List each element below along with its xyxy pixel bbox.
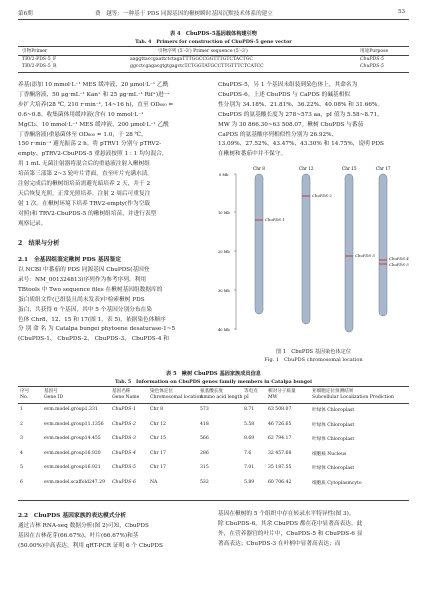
table5-bottom-rule — [18, 500, 409, 501]
left-paragraph-results: 以 NCBI 中番茄的 PDS 同源基因 CbuPDS(基因登 录号：NM_001324813)序列作为参考序列，利用 TBtools 中 Two sequence files 在楸树基因组数据库的 蛋白质组文件(已组装且尚未发表)中检索楸树 PDS 蛋白，共获得 6 个基因，其中 5 个基因分别分布在染 色体 Chr8、12、15 和 17(图 1，表 5)，依据染色体顺序 分 别 命 名 为 Catalpa bungei phytoene desaturase-1~5 (CbuPDS-1、 CbuPDS-2、 CbuPDS-3、 CbuPDS-4 和 — [18, 267, 176, 343]
scale-label: 0 Mb — [219, 173, 229, 177]
table5-cell: 62 794.17 — [268, 436, 292, 441]
table5-cell: 叶绿体 Chloroplast — [312, 422, 355, 428]
table5-header-en-2: Gene Name — [112, 395, 140, 400]
table5-cell: evm.model.group11.1356 — [44, 421, 104, 427]
header-rule — [18, 19, 409, 20]
gene-label-cbupds4: CbuPDS-4 — [389, 256, 409, 261]
chromosome-chr15 — [345, 174, 353, 332]
chromosome-chr12 — [302, 174, 310, 324]
table5-header-cn-0: 序号 — [20, 389, 30, 394]
table5-cell: 418 — [200, 421, 209, 427]
table5-cell: Chr 8 — [150, 407, 164, 412]
scale-label: 30 Mb — [218, 289, 230, 293]
header-page-number: 53 — [398, 9, 406, 15]
bottom-right-paragraph: 基因在楸树的 5 个组织中存在转录水平特异性(图 3)。 除 CbuPDS-6，其余 CbuPDS 都在花中显著高表达。此 外，在营养器官的叶片中，CbuPDS-5 和 CbuPDS-6 显 著高表达；CbuPDS-3 在叶柄中显著高表达；而 — [218, 511, 363, 547]
table5-cell: 60 706.42 — [268, 479, 292, 485]
chromosome-label-chr17: Chr 17 — [376, 166, 391, 171]
table5-cell: 细胞核 Nucleus — [312, 451, 347, 457]
table5-cell: 叶绿体 Chloroplast — [312, 437, 355, 442]
scale-label: 40 Mb — [218, 328, 230, 332]
chromosome-chr8 — [255, 174, 263, 314]
table5-cell: CbuPDS-5 — [112, 465, 136, 470]
table5-cell: evm.model.scaffold247.29 — [44, 479, 106, 485]
table5-header-en-4: Amino acid length — [200, 395, 243, 400]
table4-header-sequence: 引物序列 (5′–3′) Primer sequence (5′–3′) — [158, 49, 248, 54]
table5-cell: 573 — [200, 407, 209, 412]
table5-header-cn-7: 亚细胞定位预测结果 — [312, 389, 354, 394]
chromosome-label-chr12: Chr 12 — [299, 166, 314, 171]
left-paragraph-method: 养基(添加 10 mmol·L⁻¹ MES 缓冲液、20 μmol·L⁻¹ 乙酰 丁香酮溶液、50 μg·mL⁻¹ Kan⁺ 和 25 μg·mL⁻¹ Rif⁺)进一 步扩大培养(28 ℃, 210 r·min⁻¹, 14~16 h)，直至 OD₆₀₀ = 0.6~0.8。收集菌体用缓冲液(含有 10 mmol·L⁻¹ MgCl₂、10 mmol·L⁻¹ MES 缓冲液、200 μmol·L⁻¹ 乙酰 丁香酮溶液)重悬菌体至 OD₆₀₀ = 1.0，于 28 ℃、 150 r·min⁻¹ 避光振荡 2 h。将 pTRV1 分别与 pTRV2- empty、pTRV2-CbuPDS-5 重悬液按照 1 : 1 均匀混合， 用 1 mL 无菌注射器将混合后的重悬液注射入楸树组 培苗第三部第 2~3 轮叶片背面，直至叶片充满水渍。 注射完成后的楸树组培苗需避光暗培养 2 天，并于 2 天后恢复光照，正常光照培养。注射 2 周后可重复注 射 1 次。在楸树环境下培养 TRV2-empty(作为空载 对照)和 TRV2-CbuPDS-5 的楸树组培苗，并进行表型 观察记录。 — [18, 82, 174, 227]
table5-cell: 1 — [20, 407, 23, 412]
table5-caption-cn: 表 5 楸树 CbuPDS 基因家族成员信息 — [166, 371, 261, 377]
table5-mid-rule — [18, 403, 409, 404]
table4-bottom-rule — [18, 72, 409, 73]
table5-cell: 叶绿体 Chloroplast — [312, 408, 355, 413]
table5-caption-en: Tab. 5 Information on CbuPDS genes family members in Catalpa bungei — [115, 379, 312, 385]
table5-cell: evm.model.group16.921 — [44, 465, 101, 470]
table5-cell: CbuPDS-4 — [112, 450, 136, 456]
table5-header-cn-3: 染色体定位 — [150, 389, 173, 394]
table5-header-en-7: Subcellular Localization Prediction — [312, 395, 394, 400]
section-2-heading: 2 结果与分析 — [18, 240, 60, 247]
gene-label-cbupds2: CbuPDS-2 — [312, 193, 332, 198]
table4-caption-en: Tab. 4 Primers for construction of CbuPDS-5 gene vector — [135, 39, 292, 45]
right-paragraph: CbuPDS-5，另 1 个基因未组装到染色体上，其命名为 CbuPDS-6。上述 CbuPDS 与 CaPDS 的碱基相似 性分别为 34.18%、21.81%、36.22%、40.08% 和 31.66%。 CbuPDS 的氨基酸长度为 278~573 aa，pI 值为 5.58~8.71， MW 为 30 866.30~63 508.07。楸树 CbuPDS 与番茄 CaPDS 的氨基酸序列相似性分别为 26.92%、 13.09%、27.52%、43.47%、43.30% 和 14.75%，说明 PDS 在楸树和番茄中并不保守。 — [218, 82, 384, 158]
chromosome-map-svg — [218, 162, 409, 342]
table5-header-en-6: MW — [268, 395, 278, 400]
figure-1-caption-en: Fig. 1 CbuPDS chromosomal location — [264, 357, 363, 363]
table4-cell: CbuPDS-5 — [360, 57, 384, 62]
figure-1-chromosome-map — [218, 162, 409, 342]
table5-cell: Chr 17 — [150, 450, 166, 456]
table5-header-en-1: Gene ID — [44, 395, 64, 400]
table5-cell: 286 — [200, 450, 209, 456]
chromosome-label-chr8: Chr 8 — [253, 166, 265, 171]
table5-cell: 3 — [20, 436, 23, 441]
table5-cell: 532 — [200, 479, 209, 485]
table5-cell: Chr 17 — [150, 465, 166, 470]
section-2-1-heading: 2.1 全基因组鉴定楸树 PDS 基因鉴定 — [18, 257, 122, 263]
table5-cell: 566 — [200, 436, 209, 441]
table4-cell: CbuPDS-5 — [360, 64, 384, 69]
table4-cell: TRV2-PDS-5_F — [22, 57, 57, 62]
table5-header-cn-4: 氨基酸长度 — [200, 389, 223, 394]
table5-header-cn-1: 基因号 — [44, 389, 58, 394]
table5-header-en-5: pI — [244, 395, 249, 400]
table5-cell: 63 508.07 — [268, 407, 292, 412]
figure-1-caption-cn: 图 1 CbuPDS 基因染色体定位 — [275, 349, 352, 355]
table5-cell: evm.model.group14.455 — [44, 436, 101, 441]
table5-cell: 46 726.65 — [268, 421, 292, 427]
table5-cell: 6 — [20, 479, 23, 485]
table4-caption-cn: 表 4 CbuPDS-5基因载体构建引物 — [170, 31, 257, 37]
table4-cell: ggcctcgagacgtgtgagctcTCTGGTATGCCTTGTTTCTCATCC — [130, 64, 264, 69]
table5-cell: 5.58 — [244, 421, 255, 427]
table5-cell: CbuPDS-1 — [112, 407, 136, 412]
table5-cell: 2 — [20, 421, 23, 427]
table5-header-cn-6: 相对分子质量 — [268, 389, 296, 394]
bottom-left-paragraph: 通过吉林 RNA-seq 数据分析(图 2)可知，CbuPDS 基因在吉林花芽(66.67%)、叶片(66.67%)和茎 (50.00%)中高表达。利用 qRT-PCR 证明 6 个 CbuPDS — [18, 523, 163, 549]
table5-cell: Chr 12 — [150, 421, 166, 427]
table5-header-cn-5: 等电点 — [244, 389, 258, 394]
chromosome-label-chr15: Chr 15 — [342, 166, 357, 171]
table5-cell: 4 — [20, 450, 23, 456]
table5-header-en-3: Chromosomal location — [150, 395, 203, 400]
chromosome-chr17 — [379, 174, 387, 316]
table5-cell: CbuPDS-6 — [112, 479, 136, 485]
table5-cell: NA — [150, 479, 158, 485]
gene-label-cbupds5: CbuPDS-5 — [389, 262, 409, 267]
table5-cell: CbuPDS-3 — [112, 436, 136, 441]
table5-top-rule — [18, 386, 409, 387]
table5-cell: 8.71 — [244, 407, 255, 412]
table4-header-primer: 引物Primer — [22, 49, 48, 54]
table4-cell: aaggttaccgaattctctagaTTTGGCCGGTTTGTCTACTGC — [130, 57, 253, 62]
table5-cell: evm.model.group1.331 — [44, 407, 98, 412]
scale-label: 10 Mb — [218, 211, 230, 215]
header-title: 费 越等：一种基于 PDS 同源基因的楸树瞬时基因沉默技术体系的建立 — [95, 11, 273, 17]
gene-label-cbupds3: CbuPDS-3 — [355, 253, 375, 258]
table4-top-rule — [18, 46, 409, 47]
table5-header-cn-2: 基因名称 — [112, 389, 131, 394]
section-2-2-heading: 2.2 CbuPDS 基因家族的表达模式分析 — [18, 513, 127, 519]
table5-cell: 35 187.55 — [268, 465, 292, 470]
table5-cell: 细胞质 Cytoplasmcyto — [312, 480, 362, 486]
table5-cell: 7.6 — [244, 450, 252, 456]
table5-cell: evm.model.group16.920 — [44, 450, 101, 456]
table5-cell: 5.89 — [244, 479, 255, 485]
table5-header-en-0: No. — [20, 395, 29, 400]
table5-cell: 8.69 — [244, 436, 255, 441]
table5-cell: 叶绿体 Chloroplast — [312, 466, 355, 471]
gene-label-cbupds1: CbuPDS-1 — [265, 217, 285, 222]
scale-label: 20 Mb — [218, 250, 230, 254]
table5-cell: 7.01 — [244, 465, 255, 470]
table5-cell: Chr 15 — [150, 436, 166, 441]
table4-mid-rule — [18, 55, 409, 56]
header-issue: 第6期 — [18, 11, 33, 17]
table4-header-purpose: 用途Purpose — [360, 49, 389, 54]
table5-cell: 32 457.68 — [268, 450, 292, 456]
table4-cell: TRV2-PDS-5_R — [22, 64, 57, 69]
table5-cell: CbuPDS-2 — [112, 421, 136, 427]
table5-cell: 315 — [200, 465, 209, 470]
table5-cell: 5 — [20, 465, 23, 470]
